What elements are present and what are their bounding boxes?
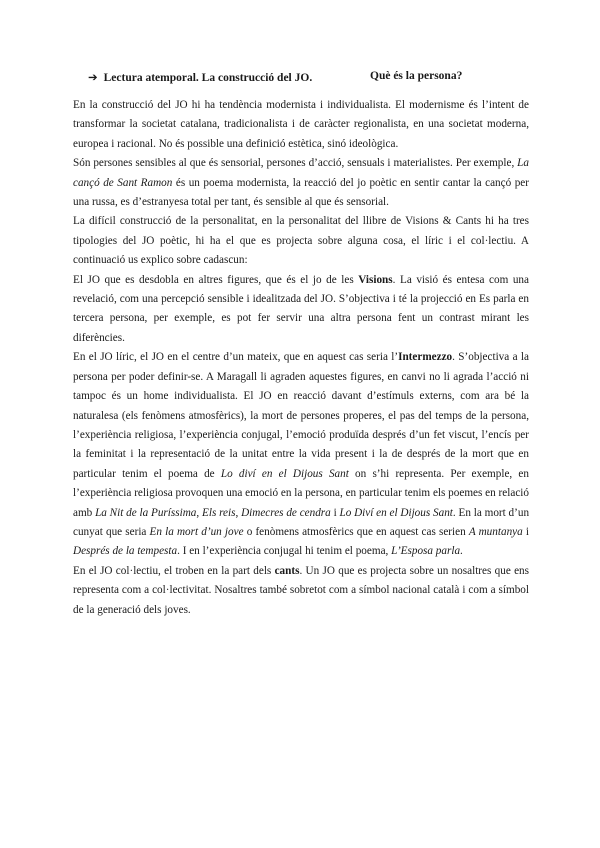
poem-title: En la mort d’un jove	[149, 525, 244, 538]
poem-title: La cançó de Sant Ramon	[73, 157, 529, 189]
heading-question: Què és la persona?	[370, 70, 463, 82]
heading-title: Lectura atemporal. La construcció del JO.	[103, 72, 313, 84]
paragraph-modernisme	[73, 96, 529, 154]
bold-term: cants	[274, 564, 300, 577]
bold-term: Intermezzo	[398, 351, 453, 364]
paragraph-text: . La visió és entesa com una revelació, com una percepció sensible i idealitzada del JO. S’objectiva i té la projecció en Es parla en tercera persona, per exemple, es pot fer servir una altra persona fent un contrast mirant les diferències.	[73, 273, 529, 344]
paragraph-text: . Un JO que es projecta sobre un nosaltres que ens representa com a col·lectivitat. Nosaltres també sobretot com a símbol nacional català i com a símbol de la generació dels joves.	[73, 564, 529, 616]
poem-title: Després de la tempesta	[73, 545, 178, 558]
paragraph-jo-collectiu	[73, 562, 529, 620]
paragraph-text: En la construcció del JO hi ha tendència modernista i individualista. El modernisme és l’intent de transformar la societat catalana, tradicionalista i de caràcter regionalista, en una societat moderna, europea i racional. No és possible una definició estètica, sinó ideològica.	[73, 99, 529, 150]
paragraph-personalitat	[73, 212, 529, 270]
poem-title: La Nit de la Puríssima	[95, 506, 197, 519]
paragraph-text: Són persones sensibles al que és sensorial, persones d’acció, sensuals i materialistes. Per exemple,	[73, 157, 518, 170]
paragraph-text: i	[522, 525, 529, 538]
bold-term: Visions	[358, 273, 393, 286]
paragraph-sensorial	[73, 154, 529, 212]
paragraph-text: . En la mort d’un cunyat que seria	[73, 506, 530, 538]
poem-title: Els reis	[202, 506, 236, 519]
paragraph-text: i	[330, 506, 340, 519]
paragraph-jo-liric	[73, 348, 529, 561]
paragraph-text: ,	[235, 506, 242, 519]
paragraph-text: és un poema modernista, la reacció del jo poètic en sentir cantar la cançó per una russa, es d’estranyesa total per tant, és sensible al que és sensorial.	[73, 176, 529, 209]
paragraph-text: ,	[196, 506, 202, 519]
paragraph-text: o fenòmens atmosfèrics que en aquest cas serien	[243, 525, 469, 538]
paragraph-jo-visions	[73, 271, 529, 349]
paragraph-text: . S’objectiva a la persona per poder definir-se. A Maragall li agraden aquestes figures, en canvi no li agrada l’acció ni tampoc és un home individualista. El JO en reacció davant d’estímuls externs, com ara bé la naturalesa (els fenòmens atmosfèrics), la mort de persones properes, el pas del temps de la persona, l’experiència religiosa, l’experiència conjugal, l’emoció produïda després d’un fet viscut, l’encís per la feminitat i la representació de la unitat entre la vida present i la de després de la mort que en particular tenim el poema de	[73, 351, 529, 480]
paragraph-text: La difícil construcció de la personalitat, en la personalitat del llibre de Visions & Cants hi ha tres tipologies del JO poètic, hi ha el que es projecta sobre alguna cosa, el líric i el col·lectiu. A continuació us explico sobre cadascun:	[73, 215, 529, 267]
arrow-icon: ➔	[88, 72, 98, 84]
poem-title: L’Esposa parla	[391, 545, 461, 558]
poem-title: Lo Diví en el Dijous Sant	[339, 506, 453, 519]
poem-title: Lo diví en el Dijous Sant	[220, 467, 349, 480]
section-heading	[88, 70, 528, 84]
body-text	[73, 96, 529, 620]
poem-title: A muntanya	[468, 525, 523, 538]
paragraph-text: . I en l’experiència conjugal hi tenim el poema,	[177, 545, 392, 558]
poem-title: Dimecres de cendra	[241, 506, 331, 519]
paragraph-text: .	[460, 545, 463, 558]
paragraph-text: on s’hi representa. Per exemple, en l’experiència religiosa provoquen una emoció en la persona, en particular tenim els poemes en relació amb	[73, 467, 529, 519]
paragraph-text: El JO que es desdobla en altres figures, que és el jo de les	[73, 273, 359, 286]
paragraph-text: En el JO líric, el JO en el centre d’un mateix, que en aquest cas seria l’	[73, 351, 399, 364]
paragraph-text: En el JO col·lectiu, el troben en la part dels	[73, 564, 275, 577]
